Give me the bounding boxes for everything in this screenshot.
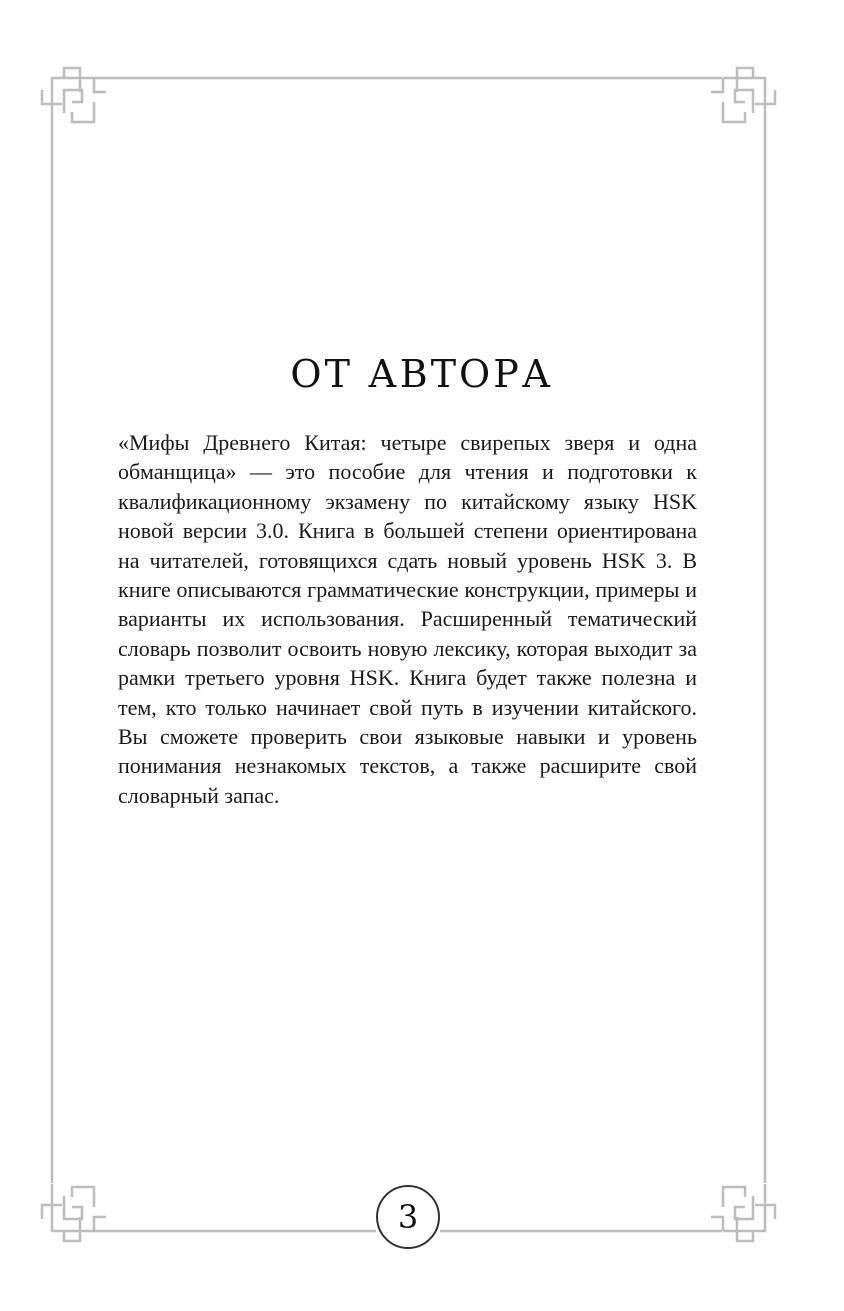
body-paragraph: «Мифы Древнего Китая: четыре свирепых зверя и одна обманщица» — это пособие для чтения и подготовки к квалификационному экзамену по китайскому языку HSK новой версии 3.0. Книга в большей степени ориентирована на читателей, готовящихся сдать новый уровень HSK 3. В книге описываются грамматические конструкции, примеры и варианты их использования. Расширенный тематический словарь позволит освоить новую лексику, которая выходит за рамки третьего уровня HSK. Книга будет также полезна и тем, кто только начинает свой путь в изучении китайского. Вы сможете проверить свои языковые навыки и уровень понимания незнакомых текстов, а также расширите свой словарный запас.	[118, 430, 697, 808]
corner-ornament-top-left-icon	[42, 68, 106, 125]
page-number-badge	[376, 1185, 440, 1249]
page-number: 3	[397, 1198, 419, 1236]
corner-ornament-bottom-left-icon	[42, 1184, 106, 1241]
page-title: ОТ АВТОРА	[290, 352, 554, 396]
corner-ornament-bottom-right-icon	[711, 1184, 775, 1241]
corner-ornament-top-right-icon	[711, 68, 775, 125]
